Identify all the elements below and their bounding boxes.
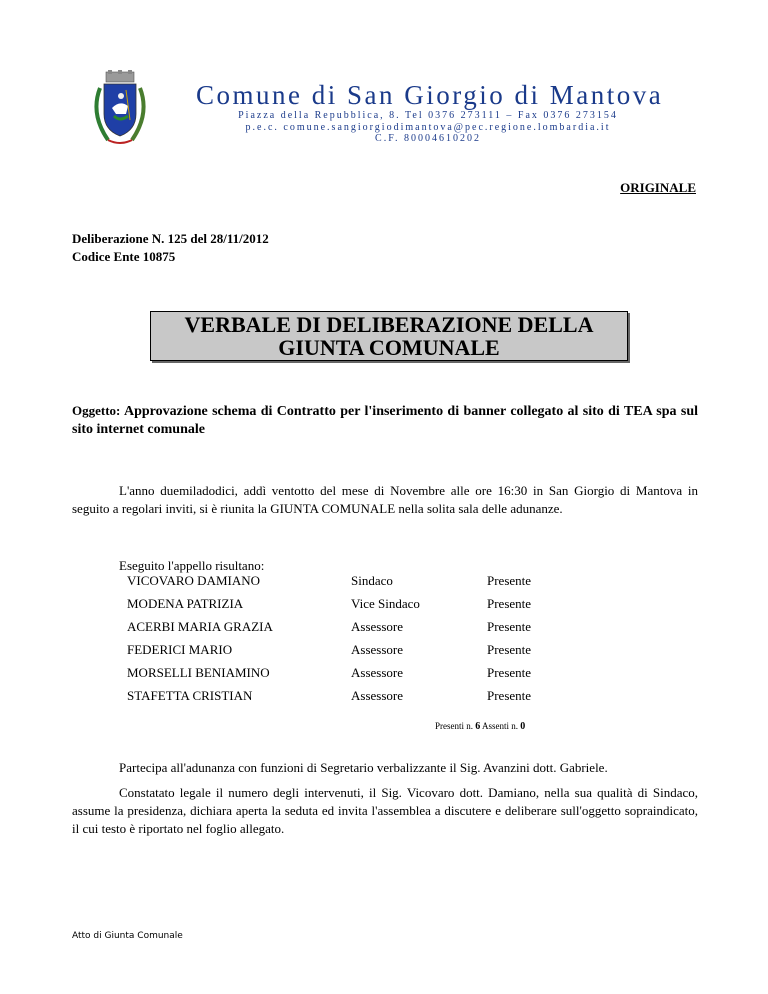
subject-text: Approvazione schema di Contratto per l'inserimento di banner collegato al sito di TEA spa sul sito internet comunale [72, 404, 698, 437]
attendee-role: Assessore [351, 642, 403, 657]
attendee-role: Sindaco [351, 573, 393, 588]
attendee-row [127, 619, 627, 642]
quorum-paragraph: Constatato legale il numero degli intervenuti, il Sig. Vicovaro dott. Damiano, nella sua qualità di Sindaco, assume la presidenza, dichiara aperta la seduta ed invita l'assemblea a discutere e deliberare sull'oggetto sopraindicato, il cui testo è riportato nel foglio allegato. [72, 785, 698, 836]
subject-label: Oggetto: [72, 403, 121, 418]
attendee-role: Assessore [351, 688, 403, 703]
attendee-name: MODENA PATRIZIA [127, 596, 244, 611]
attendee-row [127, 642, 627, 665]
subject [72, 402, 698, 439]
attendee-role: Assessore [351, 619, 403, 634]
attendee-status: Presente [487, 642, 532, 657]
page-footer: Atto di Giunta Comunale [72, 931, 183, 941]
deliberation-number: Deliberazione N. 125 del 28/11/2012 [72, 231, 269, 246]
attendee-status: Presente [487, 688, 532, 703]
attendee-name: VICOVARO DAMIANO [127, 573, 261, 588]
attendee-row [127, 665, 627, 688]
document-title-box [150, 311, 628, 361]
attendee-name: MORSELLI BENIAMINO [127, 665, 270, 680]
present-label: Presenti n. [435, 721, 473, 731]
attendee-role: Assessore [351, 665, 403, 680]
attendee-row [127, 596, 627, 619]
roll-call-label: Eseguito l'appello risultano: [119, 558, 265, 573]
absent-count: 0 [520, 721, 526, 732]
attendee-row [127, 573, 627, 596]
attendee-role: Vice Sindaco [351, 596, 420, 611]
ente-code: Codice Ente 10875 [72, 249, 176, 264]
secretary-paragraph: Partecipa all'adunanza con funzioni di Segretario verbalizzante il Sig. Avanzini dott. Gabriele. [119, 760, 608, 775]
attendance-summary [435, 721, 525, 732]
attendee-name: ACERBI MARIA GRAZIA [127, 619, 273, 634]
municipality-tax-code: C.F. 80004610202 [375, 133, 481, 144]
municipality-pec: p.e.c. comune.sangiorgiodimantova@pec.regione.lombardia.it [245, 122, 611, 133]
attendee-status: Presente [487, 573, 532, 588]
present-count: 6 [475, 721, 481, 732]
attendee-status: Presente [487, 596, 532, 611]
municipal-crest-icon [86, 70, 154, 150]
attendee-status: Presente [487, 665, 532, 680]
attendee-row [127, 688, 627, 711]
document-title-line1: VERBALE DI DELIBERAZIONE DELLA [184, 312, 594, 337]
municipality-name: Comune di San Giorgio di Mantova [196, 80, 664, 110]
document-title-line2: GIUNTA COMUNALE [278, 335, 500, 360]
attendee-name: STAFETTA CRISTIAN [127, 688, 253, 703]
attendee-status: Presente [487, 619, 532, 634]
original-stamp: ORIGINALE [620, 180, 696, 195]
absent-label: Assenti n. [482, 721, 519, 731]
municipality-address: Piazza della Repubblica, 8. Tel 0376 273111 – Fax 0376 273154 [238, 110, 618, 121]
attendee-name: FEDERICI MARIO [127, 642, 233, 657]
intro-paragraph: L'anno duemiladodici, addì ventotto del mese di Novembre alle ore 16:30 in San Giorgio di Mantova in seguito a regolari inviti, si è riunita la GIUNTA COMUNALE nella solita sala delle adunanze. [72, 483, 698, 516]
